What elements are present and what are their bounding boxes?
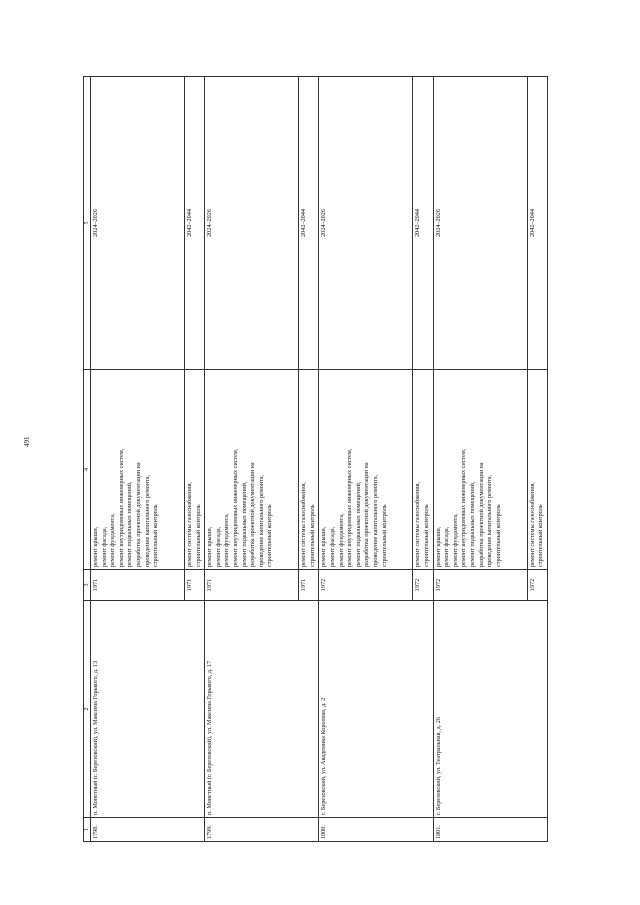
work-item: ремонт фундамента, bbox=[337, 513, 345, 567]
period-cell: 2024–2026 bbox=[319, 77, 413, 370]
work-item: проведение капитального ремонта, bbox=[486, 474, 494, 567]
period-cell: 2024–2026 bbox=[205, 77, 299, 370]
works-list bbox=[186, 372, 203, 567]
period-cell: 2024–2026 bbox=[433, 77, 527, 370]
address-cell: п. Монетный (г. Березовский), ул. Максима Горького, д. 17 bbox=[205, 601, 319, 818]
work-item: ремонт подвальных помещений, bbox=[240, 481, 248, 567]
table-row bbox=[205, 77, 299, 842]
period-cell: 2042–2044 bbox=[527, 77, 547, 370]
period-cell: 2042–2044 bbox=[413, 77, 433, 370]
works-cell bbox=[299, 370, 319, 570]
work-item: ремонт фасада, bbox=[214, 526, 222, 567]
work-item: ремонт крыши, bbox=[320, 526, 328, 567]
works-cell bbox=[205, 370, 299, 570]
works-list bbox=[320, 372, 389, 567]
work-item: разработка проектной документации на bbox=[477, 462, 485, 567]
works-cell bbox=[413, 370, 433, 570]
works-list bbox=[529, 372, 546, 567]
work-item: ремонт фасада, bbox=[443, 526, 451, 567]
address-cell: г. Березовский, ул. Академика Королева, д. 2 bbox=[319, 601, 433, 818]
works-cell bbox=[527, 370, 547, 570]
work-item: строительный контроль bbox=[308, 504, 316, 567]
work-item: ремонт подвальных помещений, bbox=[354, 481, 362, 567]
works-cell bbox=[185, 370, 205, 570]
rotated-page bbox=[83, 77, 597, 842]
address-cell: г. Березовский, ул. Театральная, д. 26 bbox=[433, 601, 547, 818]
header-col-2: 2 bbox=[84, 601, 91, 818]
period-cell: 2042–2044 bbox=[299, 77, 319, 370]
work-item: ремонт крыши, bbox=[92, 526, 99, 567]
work-item: проведение капитального ремонта, bbox=[371, 474, 379, 567]
work-item: строительный контроль bbox=[422, 504, 430, 567]
row-number: 1798. bbox=[91, 818, 205, 842]
year-cell: 1972 bbox=[527, 570, 547, 601]
work-item: строительный контроль bbox=[494, 504, 502, 567]
work-item: строительный контроль bbox=[266, 504, 274, 567]
header-col-5: 5 bbox=[84, 77, 91, 370]
table-row bbox=[91, 77, 185, 842]
work-item: строительный контроль bbox=[537, 504, 545, 567]
works-cell bbox=[91, 370, 185, 570]
work-item: проведение капитального ремонта, bbox=[143, 474, 151, 567]
period-cell: 2024–2026 bbox=[91, 77, 185, 370]
work-item: ремонт внутридомовых инженерных систем, bbox=[460, 448, 468, 567]
header-col-1: 1 bbox=[84, 818, 91, 842]
work-item: строительный контроль bbox=[194, 504, 202, 567]
row-number: 1800. bbox=[319, 818, 433, 842]
work-item: ремонт подвальных помещений, bbox=[468, 481, 476, 567]
works-list bbox=[206, 372, 275, 567]
year-cell: 1972 bbox=[433, 570, 527, 601]
work-item: ремонт внутридомовых инженерных систем, bbox=[346, 448, 354, 567]
works-list bbox=[300, 372, 317, 567]
year-cell: 1971 bbox=[205, 570, 299, 601]
header-col-4: 4 bbox=[84, 370, 91, 570]
work-item: ремонт фасада, bbox=[328, 526, 336, 567]
page-number: 491 bbox=[23, 436, 31, 447]
header-col-3: 3 bbox=[84, 570, 91, 601]
work-item: ремонт внутридомовых инженерных систем, bbox=[231, 448, 239, 567]
works-list bbox=[414, 372, 431, 567]
row-number: 1801. bbox=[433, 818, 547, 842]
work-item: ремонт крыши, bbox=[434, 526, 442, 567]
repair-schedule-table bbox=[83, 76, 548, 842]
works-list bbox=[92, 372, 161, 567]
work-item: ремонт фундамента, bbox=[223, 513, 231, 567]
work-item: ремонт подвальных помещений, bbox=[126, 481, 134, 567]
work-item: строительный контроль bbox=[152, 504, 160, 567]
address-cell: п. Монетный (г. Березовский), ул. Максима Горького, д. 13 bbox=[91, 601, 205, 818]
year-cell: 1971 bbox=[185, 570, 205, 601]
table-body bbox=[91, 77, 548, 842]
table-row bbox=[319, 77, 413, 842]
work-item: ремонт фундамента, bbox=[451, 513, 459, 567]
year-cell: 1971 bbox=[299, 570, 319, 601]
year-cell: 1971 bbox=[91, 570, 185, 601]
work-item: ремонт системы газоснабжения, bbox=[186, 482, 193, 567]
work-item: ремонт системы газоснабжения, bbox=[528, 482, 536, 567]
work-item: разработка проектной документации на bbox=[363, 462, 371, 567]
works-cell bbox=[433, 370, 527, 570]
work-item: разработка проектной документации на bbox=[134, 462, 142, 567]
table-row bbox=[433, 77, 527, 842]
work-item: проведение капитального ремонта, bbox=[257, 474, 265, 567]
work-item: разработка проектной документации на bbox=[249, 462, 257, 567]
work-item: ремонт фасада, bbox=[100, 526, 108, 567]
work-item: ремонт системы газоснабжения, bbox=[414, 482, 422, 567]
works-list bbox=[435, 372, 504, 567]
work-item: ремонт внутридомовых инженерных систем, bbox=[117, 448, 125, 567]
year-cell: 1972 bbox=[413, 570, 433, 601]
work-item: строительный контроль bbox=[380, 504, 388, 567]
work-item: ремонт фундамента, bbox=[109, 513, 117, 567]
table-header bbox=[84, 77, 91, 842]
work-item: ремонт системы газоснабжения, bbox=[300, 482, 308, 567]
period-cell: 2042–2044 bbox=[185, 77, 205, 370]
year-cell: 1972 bbox=[319, 570, 413, 601]
work-item: ремонт крыши, bbox=[206, 526, 214, 567]
row-number: 1799. bbox=[205, 818, 319, 842]
works-cell bbox=[319, 370, 413, 570]
